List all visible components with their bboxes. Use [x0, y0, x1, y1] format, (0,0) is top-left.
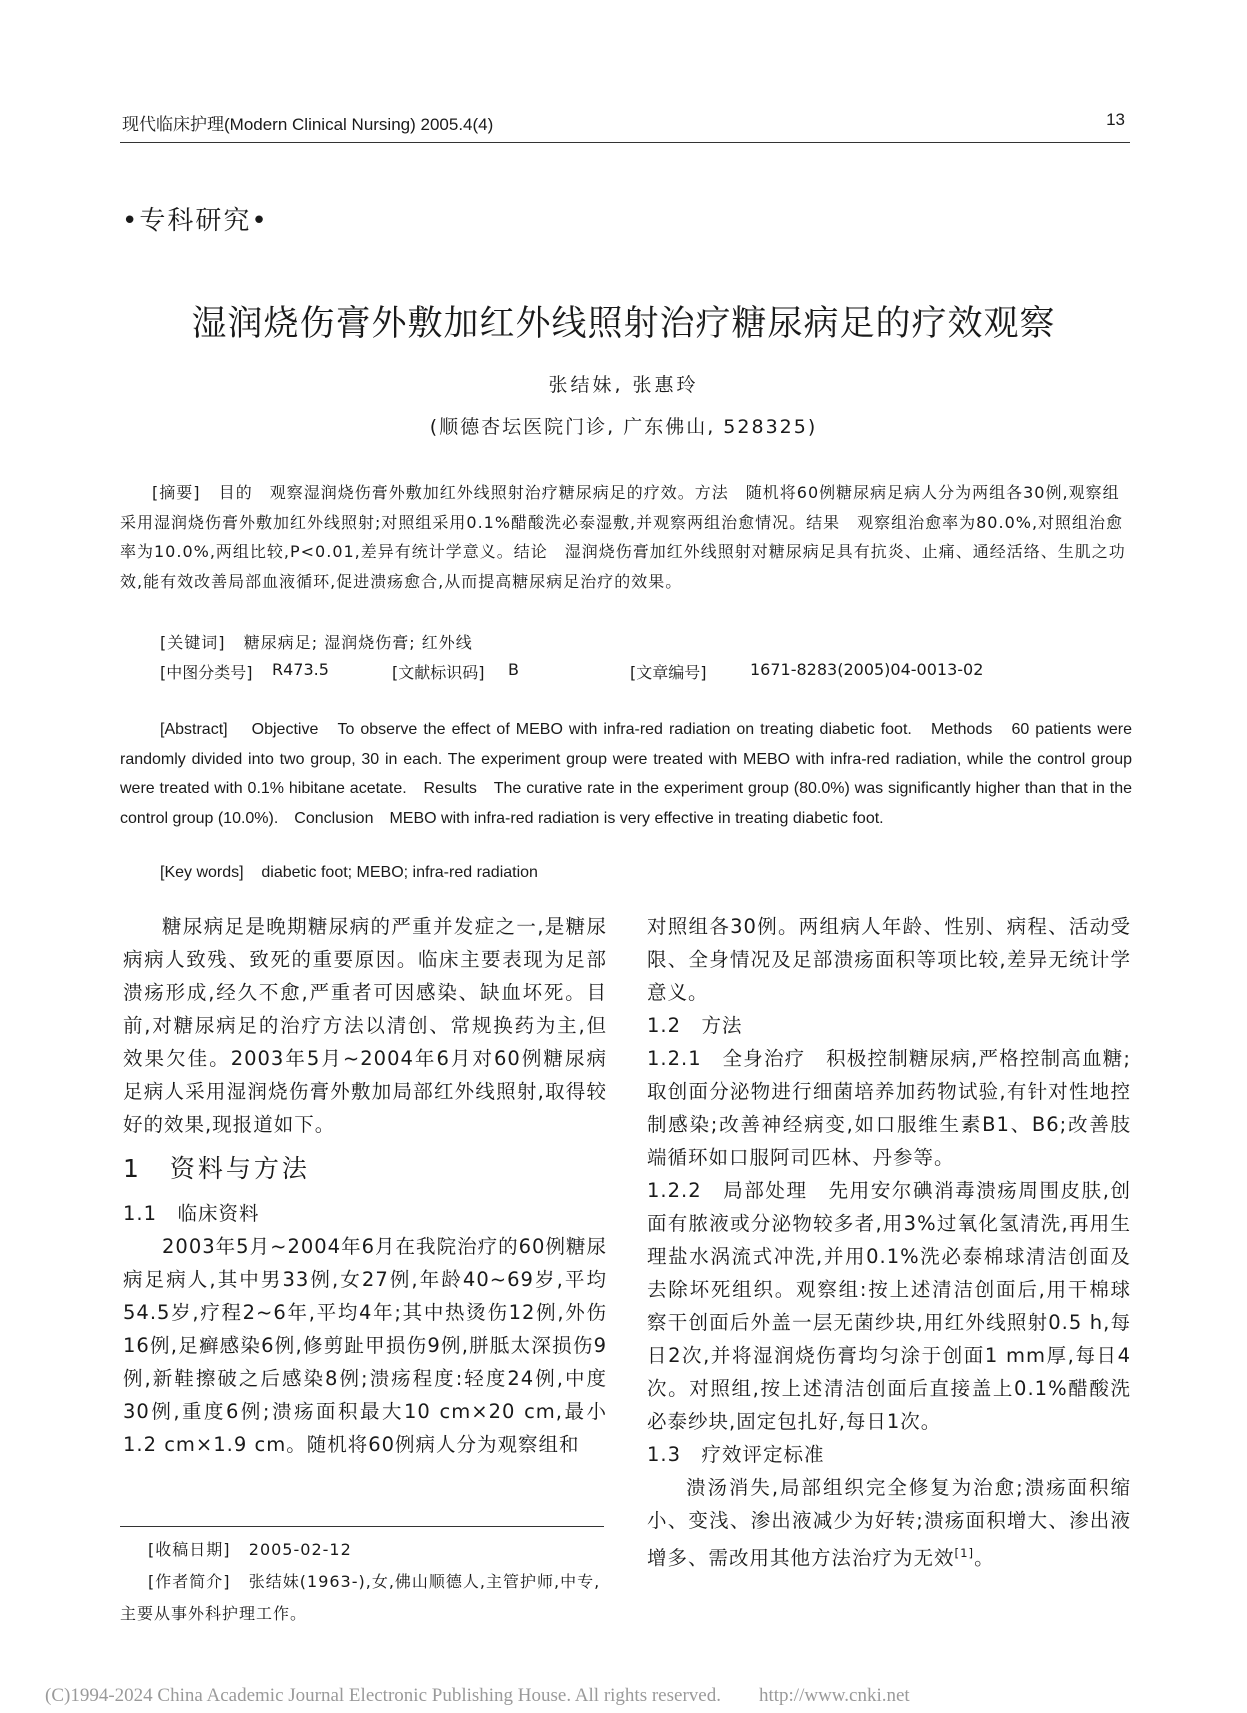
article-no-value: 1671-8283(2005)04-0013-02	[750, 660, 984, 679]
subsection-1-3-text: 溃汤消失,局部组织完全修复为治愈;溃疡面积缩小、变浅、渗出液减少为好转;溃疡面积增大、渗出液增多、需改用其他方法治疗为无效	[647, 1476, 1131, 1570]
doc-label: [文献标识码]	[392, 663, 485, 682]
abstract-en-label: [Abstract]	[160, 721, 228, 738]
keywords-en-label: [Key words]	[160, 864, 244, 881]
author-info-label: [作者简介]	[148, 1572, 231, 1591]
subsection-1-3	[647, 1471, 1131, 1575]
keywords-en	[160, 864, 538, 882]
section-1-heading: 1 资料与方法	[123, 1154, 310, 1183]
subsection-1-2-2: 1.2.2 局部处理 先用安尔碘消毒溃疡周围皮肤,创面有脓液或分泌物较多者,用3%过氧化氢清洗,再用生理盐水涡流式冲洗,并用0.1%洗必泰棉球清洁创面及去除坏死组织。观察组:按上述清洁创面后,用干棉球察干创面后外盖一层无菌纱块,用红外线照射0.5 h,每日2次,并将湿润烧伤膏均匀涂于创面1 mm厚,每日4次。对照组,按上述清洁创面后直接盖上0.1%醋酸洗必泰纱块,固定包扎好,每日1次。	[647, 1179, 1131, 1433]
footnote	[120, 1534, 606, 1630]
keywords-cn-text: 糖尿病足; 湿润烧伤膏; 红外线	[243, 633, 473, 652]
journal-header: 现代临床护理(Modern Clinical Nursing) 2005.4(4)	[122, 115, 494, 134]
received-label: [收稿日期]	[148, 1540, 231, 1559]
abstract-cn-label: [摘要]	[152, 483, 201, 502]
keywords-cn	[160, 630, 473, 653]
author-info-text: 张结妹(1963-),女,佛山顺德人,主管护师,中专,主要从事外科护理工作。	[120, 1572, 601, 1623]
vitamin-names: B1、B6	[982, 1113, 1060, 1136]
article-title: 湿润烧伤膏外敷加红外线照射治疗糖尿病足的疗效观察	[191, 304, 1056, 344]
section-tag: •专科研究•	[122, 206, 269, 236]
subsection-1-2-1-tail: ;改善肢端循环如口服阿司匹林、丹参等。	[647, 1113, 1131, 1169]
clc-label: [中图分类号]	[160, 663, 253, 682]
continuation-paragraph: 对照组各30例。两组病人年龄、性别、病程、活动受限、全身情况及足部溃疡面积等项比较,差异无统计学意义。	[647, 915, 1131, 1004]
copyright-watermark: (C)1994-2024 China Academic Journal Electronic Publishing House. All rights reserved. http://www.cnki.net	[45, 1685, 910, 1706]
received-date: 2005-02-12	[248, 1540, 352, 1559]
footnote-rule	[120, 1526, 604, 1527]
abstract-cn-text: 目的 观察湿润烧伤膏外敷加红外线照射治疗糖尿病足的疗效。方法 随机将60例糖尿病足病人分为两组各30例,观察组采用湿润烧伤膏外敷加红外线照射;对照组采用0.1%醋酸洗必泰湿敷,并观察两组治愈情况。结果 观察组治愈率为80.0%,对照组治愈率为10.0%,两组比较,P<0.01,差异有统计学意义。结论 湿润烧伤膏加红外线照射对糖尿病足具有抗炎、止痛、通经活络、生肌之功效,能有效改善局部血液循环,促进溃疡愈合,从而提高糖尿病足治疗的效果。	[120, 483, 1126, 591]
abstract-en	[120, 715, 1132, 833]
clc-value: R473.5	[272, 660, 329, 679]
citation-ref: [1]	[954, 1546, 975, 1560]
authors: 张结妹, 张惠玲	[548, 374, 699, 396]
keywords-cn-label: [关键词]	[160, 633, 226, 652]
subsection-1-1-text: 2003年5月~2004年6月在我院治疗的60例糖尿病足病人,其中男33例,女27例,年龄40~69岁,平均54.5岁,疗程2~6年,平均4年;其中热烫伤12例,外伤16例,足癣感染6例,修剪趾甲损伤9例,胼胝太深损伤9例,新鞋擦破之后感染8例;溃疡程度:轻度24例,中度30例,重度6例;溃疡面积最大10 cm×20 cm,最小1.2 cm×1.9 cm。随机将60例病人分为观察组和	[123, 1235, 607, 1456]
subsection-1-1-heading: 1.1 临床资料	[123, 1202, 260, 1225]
page-number: 13	[1106, 110, 1125, 129]
keywords-en-text: diabetic foot; MEBO; infra-red radiation	[261, 864, 538, 881]
subsection-1-3-heading: 1.3 疗效评定标准	[647, 1443, 825, 1466]
intro-paragraph: 糖尿病足是晚期糖尿病的严重并发症之一,是糖尿病病人致残、致死的重要原因。临床主要表现为足部溃疡形成,经久不愈,严重者可因感染、缺血坏死。目前,对糖尿病足的治疗方法以清创、常规换药为主,但效果欠佳。2003年5月~2004年6月对60例糖尿病足病人采用湿润烧伤膏外敷加局部红外线照射,取得较好的效果,现报道如下。	[123, 915, 607, 1136]
abstract-en-text: Objective To observe the effect of MEBO with infra-red radiation on treating diabetic foot. Methods 60 patients were randomly divided into two group, 30 in each. The experiment group were treated with MEBO with infra-red radiation, while the control group were treated with 0.1% hibitane acetate. Results The curative rate in the experiment group (80.0%) was significantly higher than that in the control group (10.0%). Conclusion MEBO with infra-red radiation is very effective in treating diabetic foot.	[120, 721, 1133, 827]
article-no-label: [文章编号]	[630, 663, 707, 682]
abstract-cn	[120, 478, 1132, 596]
subsection-1-2-heading: 1.2 方法	[647, 1014, 743, 1037]
header-rule	[120, 142, 1130, 143]
subsection-1-2-1	[647, 1042, 1131, 1174]
subsection-1-3-end: 。	[974, 1546, 995, 1570]
body-left-column	[123, 910, 607, 1461]
affiliation: (顺德杏坛医院门诊, 广东佛山, 528325)	[429, 416, 818, 438]
subsection-1-2-1-text: 1.2.1 全身治疗 积极控制糖尿病,严格控制高血糖;取创面分泌物进行细菌培养加药物试验,有针对性地控制感染;改善神经病变,如口服维生素	[647, 1047, 1131, 1136]
body-right-column	[647, 910, 1131, 1575]
doc-value: B	[508, 660, 519, 679]
